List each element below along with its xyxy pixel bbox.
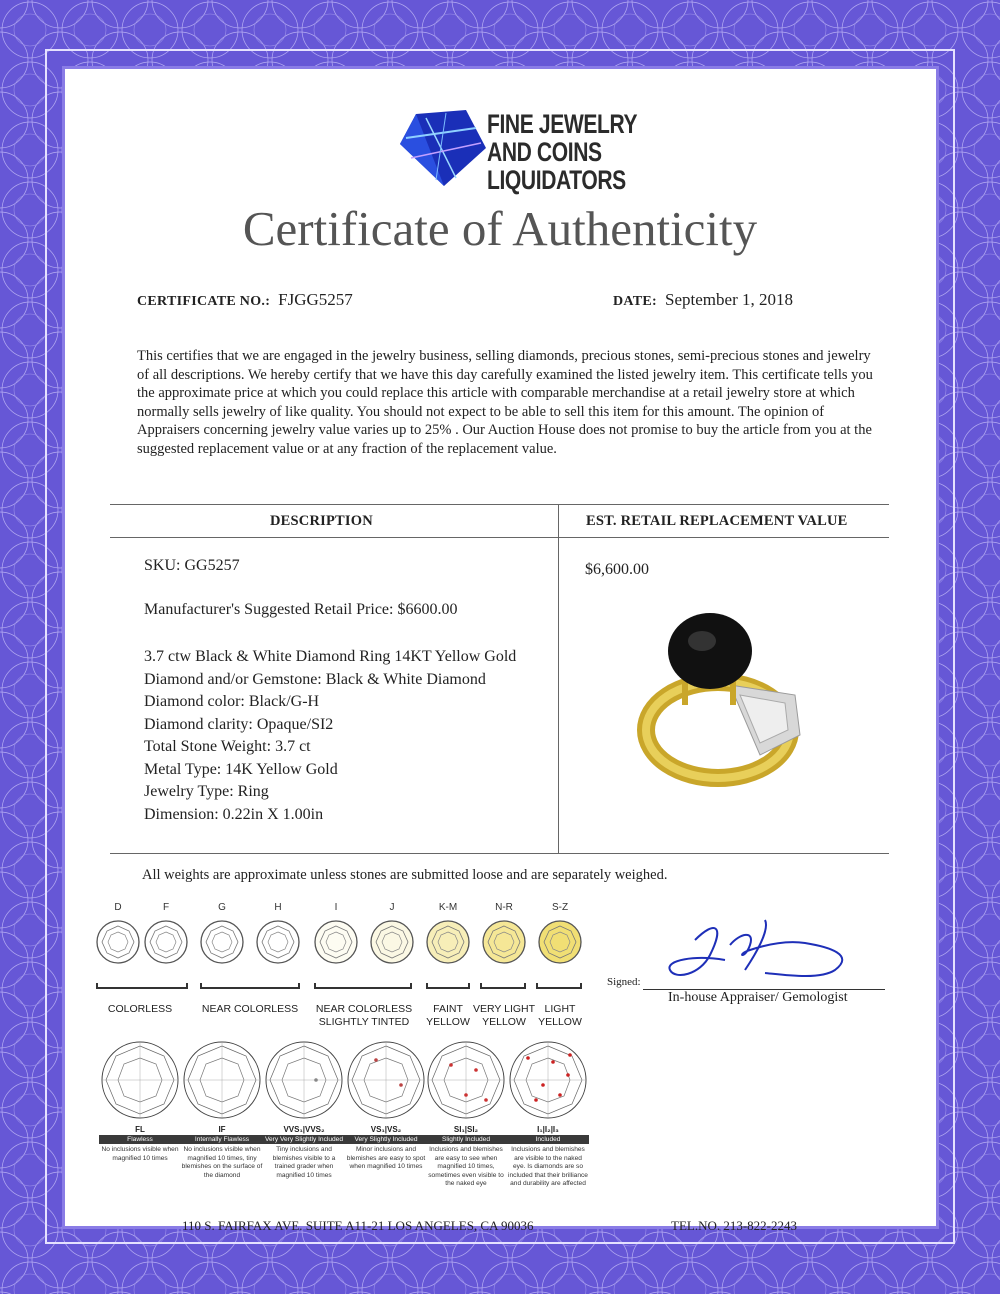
certificate-number [137,290,353,310]
grade-bracket [426,983,470,989]
brand-line-2: AND COINS [487,137,602,167]
footer-address: 110 S. FAIRFAX AVE. SUITE A11-21 LOS ANGELES, CA 90036 [182,1218,534,1233]
category-line: SLIGHTLY TINTED [318,1016,410,1028]
clarity-grade: SI₁|SI₂ [453,1125,479,1134]
diamond-gem-icon [142,918,190,966]
category-line: NEAR COLORLESS [201,1003,299,1015]
clarity-name: Included [507,1135,589,1144]
brand-line-1: FINE JEWELRY [487,109,638,139]
diamond-gem-icon [368,918,416,966]
category-line: LIGHT [544,1003,576,1015]
clarity-grade: I₁|I₂|I₃ [537,1125,559,1134]
weight-note: All weights are approximate unless stones are submitted loose and are separately weighed. [142,867,668,883]
detail-line: 3.7 ctw Black & White Diamond Ring 14KT Yellow Gold [144,648,517,665]
color-grade-label: G [218,902,226,913]
brand-line-3: LIQUIDATORS [487,165,626,195]
clarity-name: Internally Flawless [181,1135,263,1144]
clarity-diamond-icon [508,1040,588,1120]
clarity-diamond-icon [426,1040,506,1120]
diamond-gem-icon [312,918,360,966]
color-grade-label: N-R [495,902,513,913]
color-grade-label: K-M [438,902,458,913]
retail-value: $6,600.00 [585,561,649,578]
clarity-diamond-icon [264,1040,344,1120]
clarity-grade: VS₁|VS₂ [370,1125,402,1134]
clarity-diamond-icon [346,1040,426,1120]
color-grade-label: J [389,902,395,913]
color-grade-label: I [334,902,338,913]
msrp: Manufacturer's Suggested Retail Price: $6600.00 [144,601,458,618]
certification-paragraph: This certifies that we are engaged in the jewelry business, selling diamonds, precious stones, semi-precious stones and jewelry of all descriptions. We hereby certify that we have this day carefully examined the listed jewelry item. This certificate tells you the approximate price at which you could replace this article with comparable merchandise at a retail jewelry store at which normally sells jewelry of like quality. You should not expect to be able to sell this item for this amount. The opinion of Appraisers concerning jewelry value varies up to 25% . Our Auction House does not promise to buy the article from you at the suggested replacement value or at any fraction of the replacement value. [137,348,873,457]
date-value: September 1, 2018 [665,290,793,309]
clarity-name: Very Slightly Included [345,1135,427,1144]
grade-bracket [536,983,582,989]
description-table [110,504,889,854]
category-line: VERY LIGHT [472,1003,536,1015]
brand-name [487,110,637,194]
color-grade-label: F [162,902,170,913]
column-divider [558,505,559,853]
category-line: COLORLESS [107,1003,173,1015]
grade-bracket [96,983,188,989]
clarity-description: Inclusions and blemishes are easy to see when magnified 10 times, sometimes even visible to the naked eye [428,1146,504,1187]
clarity-label [263,1125,345,1180]
diamond-gem-icon [424,918,472,966]
clarity-label [99,1125,181,1163]
detail-line: Diamond and/or Gemstone: Black & White Diamond [144,670,486,688]
clarity-name: Slightly Included [425,1135,507,1144]
clarity-description: No inclusions visible when magnified 10 times [101,1146,179,1162]
item-details [144,646,516,826]
appraiser-title: In-house Appraiser/ Gemologist [668,990,848,1005]
category-line: YELLOW [426,1016,470,1028]
color-category [195,1003,305,1016]
clarity-label [425,1125,507,1189]
certificate-title: Certificate of Authenticity [242,201,758,256]
color-grade-label: S-Z [551,902,569,913]
diamond-gem-icon [536,918,584,966]
grade-bracket [314,983,412,989]
clarity-grade: IF [218,1125,226,1134]
category-line: YELLOW [482,1016,526,1028]
clarity-description: No inclusions visible when magnified 10 times, tiny blemishes on the surface of the diamond [181,1146,263,1179]
certificate-number-value: FJGG5257 [278,290,353,309]
diamond-gem-icon [94,918,142,966]
category-line: YELLOW [538,1016,582,1028]
date-label: DATE: [613,294,658,309]
color-category [505,1003,615,1029]
value-header: EST. RETAIL REPLACEMENT VALUE [586,513,848,529]
detail-line: Diamond color: Black/G-H [144,693,320,710]
sku: SKU: GG5257 [144,557,240,574]
clarity-name: Very Very Slightly Included [264,1136,344,1143]
signed-label: Signed: [607,976,641,988]
clarity-diamond-icon [100,1040,180,1120]
clarity-label [345,1125,427,1172]
diamond-gem-icon [254,918,302,966]
detail-line: Jewelry Type: Ring [144,783,269,800]
clarity-description: Minor inclusions and blemishes are easy to spot when magnified 10 times [346,1146,426,1170]
detail-line: Dimension: 0.22in X 1.00in [144,805,324,823]
description-header: DESCRIPTION [270,513,373,529]
ring-image [610,605,810,795]
grade-bracket [480,983,526,989]
clarity-description: Tiny inclusions and blemishes visible to a trained grader when magnified 10 times [272,1146,336,1179]
clarity-name: Flawless [99,1135,181,1144]
clarity-diamond-icon [182,1040,262,1120]
detail-line: Metal Type: 14K Yellow Gold [144,760,338,778]
certificate-number-label: CERTIFICATE NO.: [137,294,271,309]
category-line: NEAR COLORLESS [315,1003,413,1015]
color-grade-label: H [274,902,282,913]
certificate-date [613,290,793,310]
clarity-label [507,1125,589,1189]
diamond-logo-icon [396,108,488,188]
detail-line: Diamond clarity: Opaque/SI2 [144,715,334,733]
clarity-label [181,1125,263,1180]
diamond-gem-icon [198,918,246,966]
color-category [85,1003,195,1016]
footer-phone: TEL.NO. 213-822-2243 [671,1218,798,1233]
clarity-description: Inclusions and blemishes are visible to the naked eye. Is diamonds are so included that their brilliance and durability are affected [508,1146,588,1187]
color-grade-label: D [114,902,122,913]
diamond-gem-icon [480,918,528,966]
grade-bracket [200,983,300,989]
clarity-grade: FL [135,1125,145,1134]
clarity-grade: VVS₁|VVS₂ [283,1125,325,1134]
category-line: FAINT [433,1003,463,1015]
detail-line: Total Stone Weight: 3.7 ct [144,738,311,755]
signature-image [655,915,865,985]
